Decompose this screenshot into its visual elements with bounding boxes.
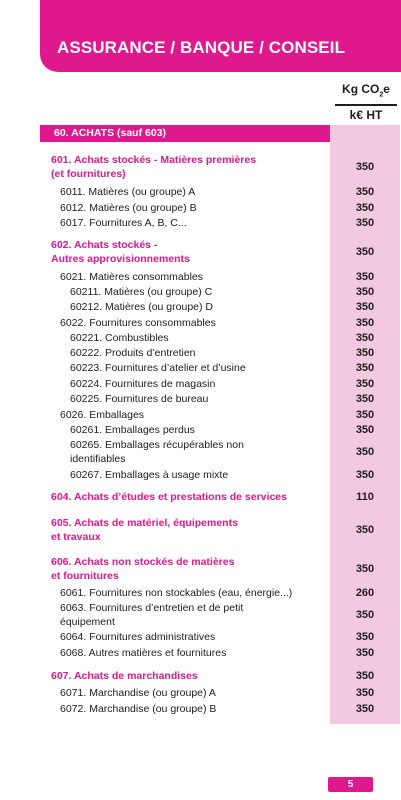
unit-numerator: Kg $CO_2e$ [342, 82, 390, 99]
unit-header [333, 82, 399, 122]
page-title: ASSURANCE / BANQUE / CONSEIL [57, 38, 346, 57]
row-label: 6064. Fournitures administratives [60, 631, 216, 643]
section-label: 606. Achats non stockés de matières et fournitures [51, 556, 235, 582]
row-value: 350 [355, 469, 375, 481]
row-value: 350 [355, 246, 375, 258]
row-value: 350 [355, 409, 375, 421]
section-band: 60. ACHATS (sauf 603) [40, 125, 330, 142]
row-value: 350 [355, 378, 375, 390]
row-label: 60267. Emballages à usage mixte [70, 469, 229, 481]
row-value: 350 [355, 703, 375, 715]
unit-divider [335, 104, 397, 106]
section-label: 604. Achats d’études et prestations de services [51, 491, 287, 503]
row-label: 6022. Fournitures consommables [60, 317, 216, 329]
row-value: 350 [355, 687, 375, 699]
row-label: 60221. Combustibles [70, 332, 169, 344]
row-value: 350 [355, 631, 375, 643]
row-label: 6072. Marchandise (ou groupe) B [60, 703, 217, 715]
row-label: 6071. Marchandise (ou groupe) A [60, 687, 216, 699]
section-label: 605. Achats de matériel, équipements et travaux [51, 517, 238, 543]
row-label: 60212. Matières (ou groupe) D [70, 301, 213, 313]
row-value: 350 [355, 202, 375, 214]
row-value: 350 [355, 186, 375, 198]
row-label: 60261. Emballages perdus [70, 424, 195, 436]
section-label: 602. Achats stockés - Autres approvisionnements [51, 239, 190, 265]
row-label: 60222. Produits d’entretien [70, 347, 196, 359]
row-label: 60224. Fournitures de magasin [70, 378, 216, 390]
row-value: 350 [355, 161, 375, 173]
row-value: 350 [355, 217, 375, 229]
row-value: 350 [355, 317, 375, 329]
row-label: 60265. Emballages récupérables non identifiables [70, 439, 244, 465]
row-value: 350 [355, 332, 375, 344]
row-label: 6017. Fournitures A, B, C... [60, 217, 187, 229]
page-number: 5 [328, 777, 373, 792]
row-label: 6061. Fournitures non stockables (eau, énergie...) [60, 587, 293, 599]
row-label: 6068. Autres matières et fournitures [60, 647, 227, 659]
row-value: 350 [355, 647, 375, 659]
row-label: 6021. Matières consommables [60, 271, 203, 283]
row-value: 350 [355, 524, 375, 536]
row-value: 350 [355, 393, 375, 405]
row-label: 60223. Fournitures d’atelier et d’usine [70, 362, 246, 374]
row-label: 6012. Matières (ou groupe) B [60, 202, 197, 214]
row-label: 6011. Matières (ou groupe) A [60, 186, 196, 198]
row-label: 60211. Matières (ou groupe) C [70, 286, 213, 298]
page-header [40, 0, 401, 72]
unit-denominator: k€ HT [349, 108, 383, 123]
row-value: 350 [355, 286, 375, 298]
row-value: 350 [355, 347, 375, 359]
row-value: 350 [355, 670, 375, 682]
row-value: 350 [355, 609, 375, 621]
row-value: 110 [356, 491, 374, 503]
row-value: 350 [355, 424, 375, 436]
row-value: 350 [355, 446, 375, 458]
row-value: 350 [355, 301, 375, 313]
row-label: 60225. Fournitures de bureau [70, 393, 209, 405]
section-label: 607. Achats de marchandises [51, 670, 198, 682]
row-value: 350 [355, 271, 375, 283]
row-value: 260 [355, 587, 375, 599]
row-label: 6063. Fournitures d’entretien et de petit équipement [60, 602, 244, 628]
row-label: 6026. Emballages [60, 409, 145, 421]
section-label: 601. Achats stockés - Matières premières (et fournitures) [51, 154, 257, 180]
row-value: 350 [355, 563, 375, 575]
row-value: 350 [355, 362, 375, 374]
